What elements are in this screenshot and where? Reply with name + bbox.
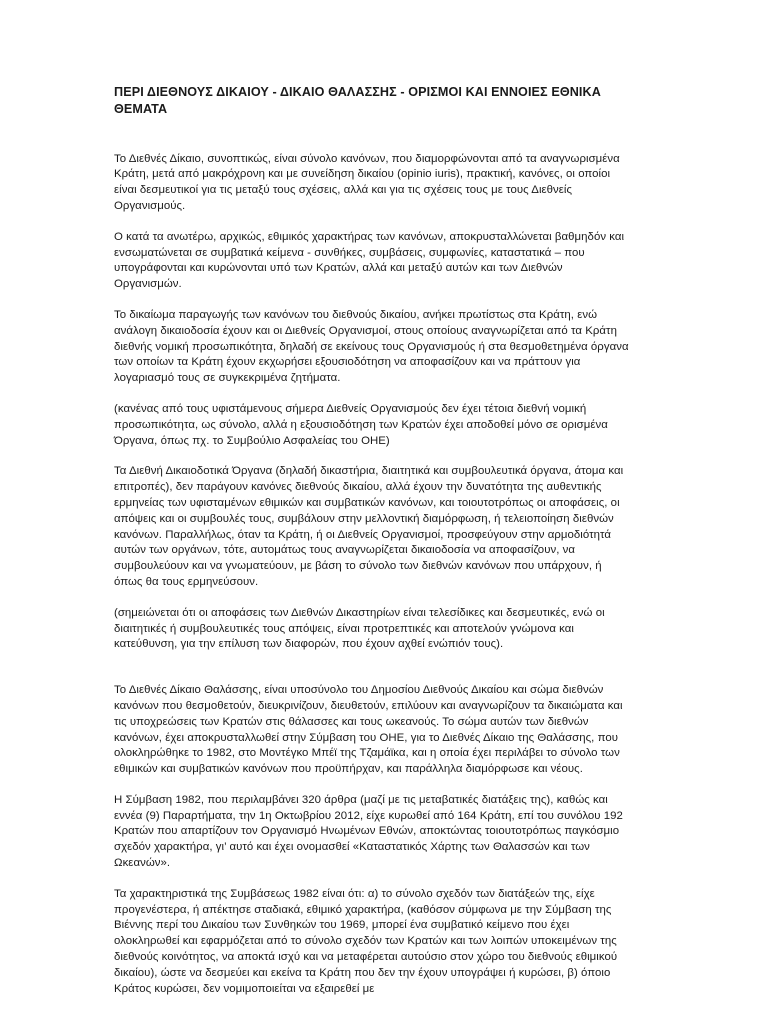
- paragraph-convention-1982: Η Σύμβαση 1982, που περιλαμβάνει 320 άρθρα (μαζί με τις μεταβατικές διατάξεις της), καθώς και εννέα (9) Παραρτήματα, την 1η Οκτωβρίου 2012, είχε κυρωθεί από 164 Κράτη, επί του συνόλου 192 Κρατών που απαρτίζουν τον Οργανισμό Ηνωμένων Εθνών, αποκτώντας τοιουτοτρόπως παγκόσμιο σχεδόν χαρακτήρα, γι’ αυτό και έχει ονομασθεί «Καταστατικός Χάρτης των Θαλασσών και των Ωκεανών».: [114, 793, 623, 870]
- paragraph-court-decisions-note: (σημειώνεται ότι οι αποφάσεις των Διεθνών Δικαστηρίων είναι τελεσίδικες και δεσμευτικές, ενώ οι διαιτητικές ή συμβουλευτικές τους απόψεις, είναι προτρεπτικές και αποτελούν γνώμονα και κατεύθυνση, για την επίλυση των διαφορών, που έχουν αχθεί ενώπιόν τους).: [114, 606, 605, 651]
- paragraph-right-of-production: Το δικαίωμα παραγωγής των κανόνων του διεθνούς δικαίου, ανήκει πρωτίστως στα Κράτη, ενώ ανάλογη δικαιοδοσία έχουν και οι Διεθνείς Οργανισμοί, στους οποίους αναγνωρίζεται από τα Κράτη διεθνής νομική προσωπικότητα, δηλαδή σε εκείνους τους Οργανισμούς ή στα θεσμοθετημένα όργανα των οποίων τα Κράτη έχουν εκχωρήσει εξουσιοδότηση να αποφασίζουν και να πράττουν για λογαριασμό τους σε συγκεκριμένα ζητήματα.: [114, 308, 629, 385]
- document-page: [114, 84, 630, 1012]
- paragraph-international-organizations-note: (κανένας από τους υφιστάμενους σήμερα Διεθνείς Οργανισμούς δεν έχει τέτοια διεθνή νομική προσωπικότητα, ως σύνολο, αλλά η εξουσιοδότηση των Κρατών έχει αποδοθεί μόνο σε ορισμένα Όργανα, όπως πχ. το Συμβούλιο Ασφαλείας του ΟΗΕ): [114, 402, 608, 447]
- paragraph-intro: Το Διεθνές Δίκαιο, συνοπτικώς, είναι σύνολο κανόνων, που διαμορφώνονται από τα αναγνωρισμένα Κράτη, μετά από μακρόχρονη και με συνείδηση δικαίου (opinio iuris), πρακτική, κανόνες, οι οποίοι είναι δεσμευτικοί για τις μεταξύ τους σχέσεις, αλλά και για τις σχέσεις τους με τους Διεθνείς Οργανισμούς.: [114, 152, 620, 212]
- document-title: ΠΕΡΙ ΔΙΕΘΝΟΥΣ ΔΙΚΑΙΟΥ - ΔΙΚΑΙΟ ΘΑΛΑΣΣΗΣ - ΟΡΙΣΜΟΙ ΚΑΙ ΕΝΝΟΙΕΣ ΕΘΝΙΚΑ ΘΕΜΑΤΑ: [114, 85, 601, 116]
- paragraph-convention-characteristics: Τα χαρακτηριστικά της Συμβάσεως 1982 είναι ότι: α) το σύνολο σχεδόν των διατάξεών της, είχε προγενέστερα, ή απέκτησε σταδιακά, εθιμικό χαρακτήρα, (καθόσον σύμφωνα με την Σύμβαση της Βιέννης περί του Δικαίου των Συνθηκών του 1969, μπορεί ένα συμβατικό κείμενο που έχει ολοκληρωθεί και εφαρμόζεται από το σύνολο σχεδόν των Κρατών και των λοιπών υποκειμένων της διεθνούς κοινότητος, να αποκτά ισχύ και να μεταφέρεται αυτούσιο στον χώρο του διεθνούς εθιμικού δικαίου), ώστε να δεσμεύει και εκείνα τα Κράτη που δεν την έχουν υπογράψει ή κυρώσει, β) όποιο Κράτος κυρώσει, δεν νομιμοποιείται να εξαιρεθεί με: [114, 887, 618, 995]
- paragraph-jurisdictional-bodies: Τα Διεθνή Δικαιοδοτικά Όργανα (δηλαδή δικαστήρια, διαιτητικά και συμβουλευτικά όργανα, άτομα και επιτροπές), δεν παράγουν κανόνες διεθνούς δικαίου, αλλά έχουν την δυνατότητα της αυθεντικής ερμηνείας των υφισταμένων εθιμικών και συμβατικών κανόνων, και τοιουτοτρόπως οι αποφάσεις, οι απόψεις και οι συμβουλές τους, συμβάλουν στην μελλοντική διαμόρφωση, ή τελειοποίηση διεθνών κανόνων. Παραλλήλως, όταν τα Κράτη, ή οι Διεθνείς Οργανισμοί, προσφεύγουν στην αρμοδιότητά αυτών των οργάνων, τότε, αυτομάτως τους αναγνωρίζεται δικαιοδοσία να αποφασίζουν, να συμβουλεύουν και να γνωματεύουν, με βάση το σύνολο των διεθνών κανόνων που υπάρχουν, ή όπως θα τους ερμηνεύσουν.: [114, 465, 624, 588]
- paragraph-law-of-the-sea: Το Διεθνές Δίκαιο Θαλάσσης, είναι υποσύνολο του Δημοσίου Διεθνούς Δικαίου και σώμα διεθνών κανόνων που θεσμοθετούν, διευκρινίζουν, διευθετούν, επιλύουν και αναγνωρίζουν τα δικαιώματα και τις υποχρεώσεις των Κρατών στις θάλασσες και τους ωκεανούς. Το σώμα αυτών των διεθνών κανόνων, έχει αποκρυσταλλωθεί στην Σύμβαση του ΟΗΕ, για το Διεθνές Δίκαιο της Θαλάσσης, που ολοκληρώθηκε το 1982, στο Μοντέγκο Μπέϊ της Τζαμάϊκα, και η οποία έχει περιλάβει το σύνολο των εθιμικών και συμβατικών κανόνων που προϋπήρχαν, και παράλληλα διαμόρφωσε και νέους.: [114, 684, 623, 776]
- paragraph-customary-character: Ο κατά τα ανωτέρω, αρχικώς, εθιμικός χαρακτήρας των κανόνων, αποκρυσταλλώνεται βαθμηδόν και ενσωματώνεται σε συμβατικά κείμενα - συνθήκες, συμβάσεις, συμφωνίες, καταστατικά – που υπογράφονται και κυρώνονται υπό των Κρατών, αλλά και μεταξύ αυτών και των Διεθνών Οργανισμών.: [114, 230, 625, 291]
